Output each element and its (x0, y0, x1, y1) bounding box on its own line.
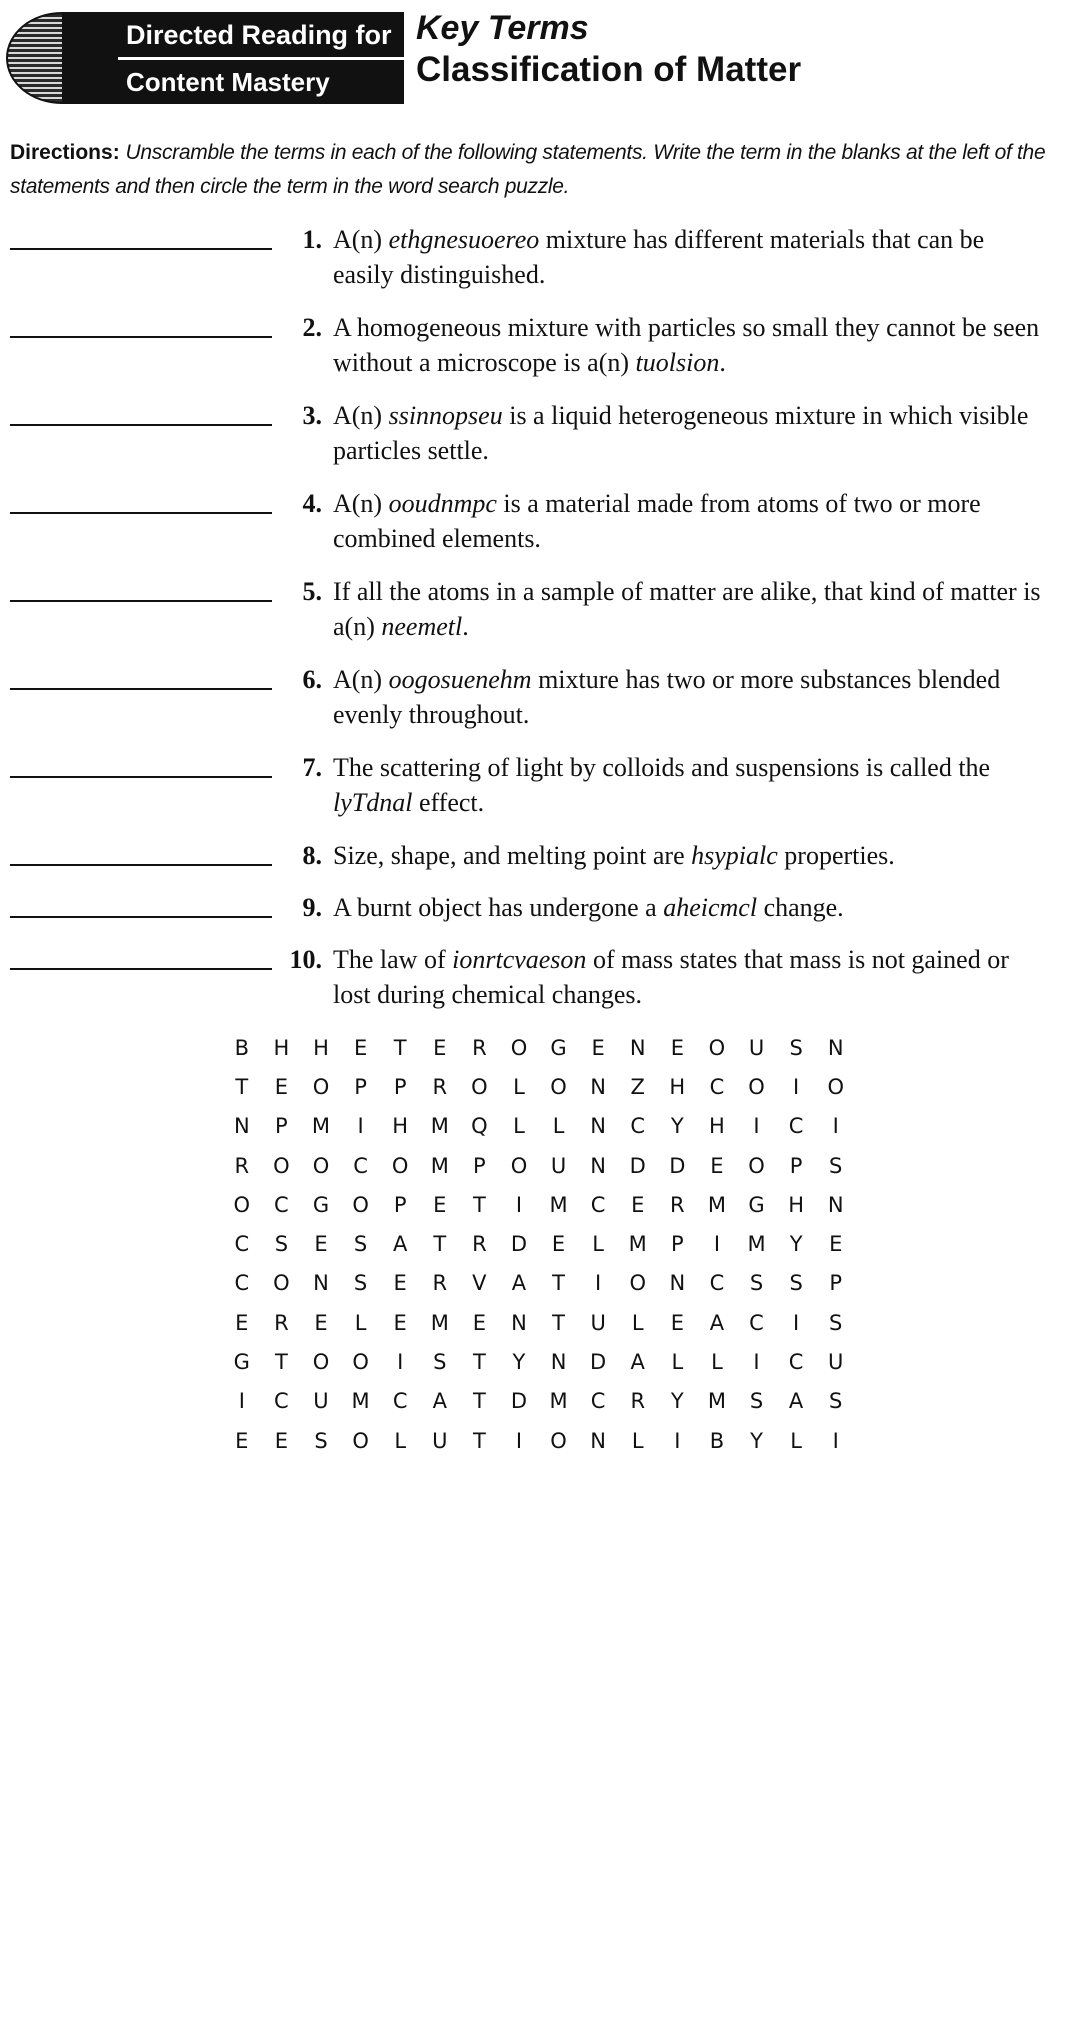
puzzle-letter[interactable]: N (550, 1350, 567, 1375)
puzzle-letter[interactable]: V (472, 1271, 487, 1296)
puzzle-letter[interactable]: H (788, 1192, 804, 1217)
puzzle-letter[interactable]: I (832, 1114, 839, 1139)
puzzle-letter[interactable]: Z (630, 1074, 645, 1099)
answer-blank[interactable] (10, 776, 272, 778)
puzzle-letter[interactable]: M (430, 1310, 449, 1335)
directions-label: Directions: (10, 141, 120, 164)
puzzle-letter[interactable]: A (788, 1389, 804, 1414)
puzzle-letter[interactable]: M (351, 1389, 370, 1414)
question-text-after: effect. (412, 788, 485, 817)
puzzle-letter[interactable]: A (709, 1310, 725, 1335)
puzzle-letter[interactable]: D (510, 1389, 528, 1414)
puzzle-letter[interactable]: I (357, 1114, 364, 1139)
scrambled-term: lyTdnal (333, 788, 413, 817)
puzzle-letter[interactable]: R (472, 1035, 487, 1060)
puzzle-letter[interactable]: T (235, 1074, 249, 1099)
puzzle-letter[interactable]: T (472, 1350, 486, 1375)
puzzle-letter[interactable]: S (829, 1153, 843, 1178)
puzzle-letter[interactable]: I (515, 1192, 523, 1217)
scrambled-term: oogosuenehm (388, 665, 532, 694)
puzzle-letter[interactable]: G (550, 1035, 567, 1060)
puzzle-letter[interactable]: M (549, 1389, 568, 1414)
puzzle-letter[interactable]: U (828, 1350, 844, 1375)
puzzle-letter[interactable]: C (788, 1114, 804, 1139)
puzzle-letter[interactable]: O (708, 1035, 726, 1060)
scrambled-term: hsypialc (691, 841, 778, 870)
scrambled-term: neemetl (381, 612, 463, 641)
answer-blank[interactable] (10, 600, 272, 602)
puzzle-letter[interactable]: O (827, 1074, 844, 1099)
puzzle-letter[interactable]: U (748, 1035, 765, 1060)
puzzle-letter[interactable]: U (432, 1428, 448, 1453)
puzzle-letter[interactable]: R (274, 1310, 289, 1335)
puzzle-letter[interactable]: Y (670, 1389, 684, 1414)
puzzle-letter[interactable]: L (394, 1428, 407, 1453)
puzzle-letter[interactable]: P (670, 1232, 684, 1257)
question-text-after: of mass states that mass is not gained or lost during chemical changes. (333, 945, 1009, 1009)
puzzle-letter[interactable]: A (511, 1271, 527, 1296)
puzzle-letter[interactable]: E (433, 1192, 447, 1217)
question-text (333, 942, 1048, 1012)
question-text-after: change. (757, 893, 844, 922)
title-block (416, 8, 801, 92)
puzzle-letter[interactable]: T (472, 1428, 486, 1453)
question-text-before: A(n) (333, 225, 389, 254)
puzzle-letter[interactable]: P (275, 1114, 288, 1139)
puzzle-letter[interactable]: L (631, 1310, 644, 1335)
puzzle-letter[interactable]: Y (750, 1428, 763, 1453)
page-title-key-terms: Key Terms (416, 9, 589, 47)
question-text-after: mixture has two or more substances blended evenly throughout. (333, 665, 1001, 729)
puzzle-letter[interactable]: C (788, 1350, 804, 1375)
question-text-after: is a liquid heterogeneous mixture in which visible particles settle. (333, 401, 1029, 465)
puzzle-letter[interactable]: T (472, 1192, 486, 1217)
puzzle-letter[interactable]: S (789, 1271, 803, 1296)
puzzle-letter[interactable]: D (510, 1232, 528, 1257)
puzzle-letter[interactable]: N (590, 1428, 606, 1453)
puzzle-letter[interactable]: O (510, 1035, 528, 1060)
puzzle-letter[interactable]: N (590, 1074, 606, 1099)
puzzle-letter[interactable]: O (352, 1192, 369, 1217)
puzzle-letter[interactable]: O (312, 1074, 330, 1099)
puzzle-letter[interactable]: O (550, 1428, 567, 1453)
puzzle-letter[interactable]: S (433, 1350, 447, 1375)
puzzle-letter[interactable]: A (432, 1389, 447, 1414)
puzzle-letter[interactable]: T (472, 1389, 486, 1414)
question-text-after: . (719, 348, 726, 377)
puzzle-letter[interactable]: E (472, 1310, 486, 1335)
puzzle-letter[interactable]: P (354, 1074, 367, 1099)
puzzle-letter[interactable]: B (234, 1035, 249, 1060)
question-number: 9. (302, 893, 322, 922)
puzzle-letter[interactable]: G (233, 1350, 250, 1375)
puzzle-letter[interactable]: P (473, 1153, 486, 1178)
puzzle-letter[interactable]: S (789, 1035, 803, 1060)
question-text-before: A homogeneous mixture with particles so small they cannot be seen without a microscope is a(n) (333, 313, 1040, 377)
puzzle-letter[interactable]: M (707, 1389, 726, 1414)
puzzle-letter[interactable]: A (630, 1350, 645, 1375)
question-number: 2. (302, 313, 322, 342)
answer-blank[interactable] (10, 688, 272, 690)
puzzle-letter[interactable]: H (669, 1074, 686, 1099)
puzzle-letter[interactable]: L (631, 1428, 644, 1453)
puzzle-letter[interactable]: S (829, 1389, 843, 1414)
puzzle-letter[interactable]: I (793, 1310, 800, 1335)
puzzle-letter[interactable]: H (709, 1114, 725, 1139)
puzzle-row (222, 1107, 856, 1146)
question-number: 4. (302, 489, 322, 518)
puzzle-letter[interactable]: E (353, 1035, 368, 1060)
puzzle-letter[interactable]: M (747, 1232, 766, 1257)
puzzle-letter[interactable]: D (629, 1153, 646, 1178)
puzzle-letter[interactable]: I (595, 1271, 602, 1296)
puzzle-letter[interactable]: N (590, 1153, 606, 1178)
question-number: 5. (302, 577, 322, 606)
puzzle-letter[interactable]: O (273, 1271, 290, 1296)
puzzle-letter[interactable]: C (709, 1271, 725, 1296)
puzzle-letter[interactable]: O (471, 1074, 488, 1099)
puzzle-letter[interactable]: G (312, 1192, 330, 1217)
puzzle-letter[interactable]: L (513, 1074, 525, 1099)
question-text-after: properties. (777, 841, 895, 870)
scrambled-term: ethgnesuoereo (388, 225, 540, 254)
puzzle-letter[interactable]: N (233, 1114, 250, 1139)
scrambled-term: ooudnmpc (388, 489, 497, 518)
puzzle-row (222, 1067, 856, 1106)
puzzle-letter[interactable]: E (393, 1310, 407, 1335)
puzzle-letter[interactable]: O (352, 1428, 369, 1453)
puzzle-letter[interactable]: E (591, 1035, 605, 1060)
question-text (333, 310, 1048, 380)
puzzle-letter[interactable]: E (314, 1310, 328, 1335)
puzzle-letter[interactable]: L (592, 1232, 604, 1257)
puzzle-letter[interactable]: E (274, 1074, 289, 1099)
puzzle-letter[interactable]: L (513, 1114, 525, 1139)
puzzle-letter[interactable]: H (313, 1035, 329, 1060)
scrambled-term: aheicmcl (663, 893, 758, 922)
question-text-before: The scattering of light by colloids and suspensions is called the (333, 753, 991, 782)
puzzle-letter[interactable]: N (313, 1271, 329, 1296)
puzzle-letter[interactable]: N (827, 1192, 844, 1217)
answer-blank[interactable] (10, 336, 272, 338)
puzzle-letter[interactable]: N (511, 1310, 527, 1335)
puzzle-letter[interactable]: M (430, 1153, 449, 1178)
puzzle-letter[interactable]: E (433, 1035, 447, 1060)
puzzle-letter[interactable]: D (669, 1153, 686, 1178)
question-text-before: A burnt object has undergone a (333, 893, 664, 922)
puzzle-letter[interactable]: Y (512, 1350, 526, 1375)
scrambled-term: tuolsion (635, 348, 720, 377)
puzzle-letter[interactable]: I (397, 1350, 404, 1375)
puzzle-letter[interactable]: S (749, 1389, 764, 1414)
puzzle-letter[interactable]: I (713, 1232, 721, 1257)
question-text (333, 750, 1048, 820)
puzzle-letter[interactable]: N (629, 1035, 646, 1060)
question-text-after: . (462, 612, 469, 641)
puzzle-letter[interactable]: C (234, 1232, 250, 1257)
puzzle-letter[interactable]: I (674, 1428, 681, 1453)
puzzle-letter[interactable]: I (832, 1428, 839, 1453)
puzzle-letter[interactable]: R (234, 1153, 250, 1178)
puzzle-letter[interactable]: D (590, 1350, 607, 1375)
puzzle-letter[interactable]: Y (789, 1232, 803, 1257)
puzzle-letter[interactable]: H (392, 1114, 409, 1139)
puzzle-letter[interactable]: E (670, 1035, 684, 1060)
question-number: 3. (302, 401, 322, 430)
question-number: 10. (289, 945, 322, 974)
puzzle-row (222, 1185, 856, 1224)
puzzle-letter[interactable]: T (393, 1035, 407, 1060)
question-text-before: A(n) (333, 489, 389, 518)
puzzle-letter[interactable]: L (711, 1350, 723, 1375)
puzzle-letter[interactable]: O (510, 1153, 528, 1178)
puzzle-letter[interactable]: L (790, 1428, 802, 1453)
puzzle-letter[interactable]: P (829, 1271, 843, 1296)
puzzle-letter[interactable]: R (432, 1074, 448, 1099)
puzzle-letter[interactable]: N (669, 1271, 686, 1296)
puzzle-letter[interactable]: E (235, 1310, 249, 1335)
puzzle-letter[interactable]: R (670, 1192, 685, 1217)
puzzle-letter[interactable]: N (590, 1114, 606, 1139)
puzzle-letter[interactable]: U (590, 1310, 606, 1335)
puzzle-letter[interactable]: O (391, 1153, 409, 1178)
puzzle-letter[interactable]: O (312, 1153, 330, 1178)
question-text-before: Size, shape, and melting point are (333, 841, 692, 870)
puzzle-letter[interactable]: T (552, 1271, 565, 1296)
question-text-after: is a material made from atoms of two or more combined elements. (333, 489, 981, 553)
puzzle-row (222, 1028, 856, 1067)
answer-blank[interactable] (10, 424, 272, 426)
puzzle-letter[interactable]: O (550, 1074, 567, 1099)
badge-line-2: Content Mastery (126, 67, 330, 97)
puzzle-letter[interactable]: E (670, 1310, 684, 1335)
puzzle-letter[interactable]: T (433, 1232, 447, 1257)
puzzle-letter[interactable]: N (827, 1035, 844, 1060)
puzzle-letter[interactable]: P (393, 1074, 407, 1099)
puzzle-letter[interactable]: M (311, 1114, 331, 1139)
question-text-before: The law of (333, 945, 453, 974)
puzzle-letter[interactable]: P (789, 1153, 803, 1178)
series-badge (6, 12, 404, 104)
puzzle-letter[interactable]: I (753, 1114, 760, 1139)
puzzle-letter[interactable]: T (552, 1310, 565, 1335)
puzzle-letter[interactable]: L (552, 1114, 565, 1139)
puzzle-letter[interactable]: S (353, 1232, 368, 1257)
puzzle-letter[interactable]: R (630, 1389, 646, 1414)
puzzle-letter[interactable]: M (549, 1192, 568, 1217)
puzzle-letter[interactable]: G (748, 1192, 765, 1217)
puzzle-letter[interactable]: E (631, 1192, 645, 1217)
puzzle-letter[interactable]: Q (471, 1114, 488, 1139)
answer-blank[interactable] (10, 512, 272, 514)
puzzle-letter[interactable]: C (709, 1074, 725, 1099)
puzzle-letter[interactable]: C (392, 1389, 408, 1414)
question-text (333, 574, 1048, 644)
puzzle-row (222, 1224, 856, 1263)
question-text-before: A(n) (333, 665, 389, 694)
puzzle-letter[interactable]: M (707, 1192, 726, 1217)
puzzle-letter[interactable]: I (238, 1389, 245, 1414)
puzzle-letter[interactable]: S (749, 1271, 764, 1296)
puzzle-letter[interactable]: I (515, 1428, 523, 1453)
header (6, 8, 1056, 105)
puzzle-letter[interactable]: C (274, 1192, 289, 1217)
question-text-before: If all the atoms in a sample of matter are alike, that kind of matter is a(n) (333, 577, 1041, 641)
directions-text: Unscramble the terms in each of the following statements. Write the term in the blanks at the left of the statements and then circle the term in the word search puzzle. (10, 141, 1046, 198)
puzzle-letter[interactable]: B (709, 1428, 725, 1453)
puzzle-letter[interactable]: E (710, 1153, 724, 1178)
puzzle-row (222, 1303, 856, 1342)
scrambled-term: ionrtcvaeson (452, 945, 587, 974)
question-text-before: A(n) (333, 401, 389, 430)
puzzle-letter[interactable]: C (353, 1153, 368, 1178)
puzzle-letter[interactable]: O (629, 1271, 646, 1296)
puzzle-row (222, 1382, 856, 1421)
question-text (333, 222, 1048, 292)
puzzle-letter[interactable]: S (314, 1428, 328, 1453)
directions (10, 136, 1050, 204)
puzzle-letter[interactable]: O (273, 1153, 290, 1178)
puzzle-letter[interactable]: I (753, 1350, 760, 1375)
puzzle-letter[interactable]: M (430, 1114, 449, 1139)
puzzle-letter[interactable]: O (352, 1350, 369, 1375)
puzzle-letter[interactable]: C (590, 1389, 606, 1414)
puzzle-letter[interactable]: A (392, 1232, 408, 1257)
answer-blank[interactable] (10, 248, 272, 250)
puzzle-letter[interactable]: U (313, 1389, 329, 1414)
puzzle-letter[interactable]: R (432, 1271, 448, 1296)
puzzle-letter[interactable]: C (630, 1114, 646, 1139)
answer-blank[interactable] (10, 916, 272, 918)
puzzle-letter[interactable]: E (551, 1232, 566, 1257)
question-text (333, 838, 1048, 873)
puzzle-letter[interactable]: L (354, 1310, 367, 1335)
question-number: 8. (302, 841, 322, 870)
answer-blank[interactable] (10, 864, 272, 866)
puzzle-letter[interactable]: O (748, 1153, 765, 1178)
question-text (333, 662, 1048, 732)
question-text-after: mixture has different materials that can be easily distinguished. (333, 225, 985, 289)
puzzle-letter[interactable]: C (749, 1310, 764, 1335)
puzzle-letter[interactable]: Y (670, 1114, 684, 1139)
puzzle-letter[interactable]: E (235, 1428, 249, 1453)
puzzle-letter[interactable]: P (393, 1192, 407, 1217)
puzzle-letter[interactable]: T (274, 1350, 288, 1375)
puzzle-row (222, 1342, 856, 1381)
question-text (333, 890, 1048, 925)
question-text (333, 486, 1048, 556)
puzzle-letter[interactable]: E (274, 1428, 289, 1453)
puzzle-letter[interactable]: S (274, 1232, 289, 1257)
question-number: 1. (302, 225, 322, 254)
scrambled-term: ssinnopseu (388, 401, 503, 430)
puzzle-letter[interactable]: O (233, 1192, 251, 1217)
question-text (333, 398, 1048, 468)
answer-blank[interactable] (10, 968, 272, 970)
puzzle-row (222, 1264, 856, 1303)
puzzle-row (222, 1146, 856, 1185)
word-search-puzzle (222, 1028, 856, 1460)
puzzle-letter[interactable]: S (829, 1310, 843, 1335)
puzzle-letter[interactable]: R (472, 1232, 487, 1257)
puzzle-letter[interactable]: E (393, 1271, 407, 1296)
puzzle-letter[interactable]: E (829, 1232, 843, 1257)
puzzle-letter[interactable]: L (671, 1350, 684, 1375)
puzzle-letter[interactable]: C (274, 1389, 289, 1414)
badge-line-1: Directed Reading for (126, 20, 392, 50)
puzzle-letter[interactable]: S (353, 1271, 368, 1296)
question-number: 7. (302, 753, 322, 782)
puzzle-letter[interactable]: C (590, 1192, 606, 1217)
puzzle-letter[interactable]: C (234, 1271, 250, 1296)
puzzle-row (222, 1421, 856, 1460)
page-title-topic: Classification of Matter (416, 50, 802, 89)
puzzle-letter[interactable]: E (314, 1232, 328, 1257)
question-number: 6. (302, 665, 322, 694)
puzzle-letter[interactable]: O (312, 1350, 330, 1375)
puzzle-letter[interactable]: M (628, 1232, 647, 1257)
puzzle-letter[interactable]: H (273, 1035, 290, 1060)
puzzle-letter[interactable]: I (793, 1074, 800, 1099)
puzzle-letter[interactable]: U (550, 1153, 567, 1178)
puzzle-letter[interactable]: O (748, 1074, 765, 1099)
